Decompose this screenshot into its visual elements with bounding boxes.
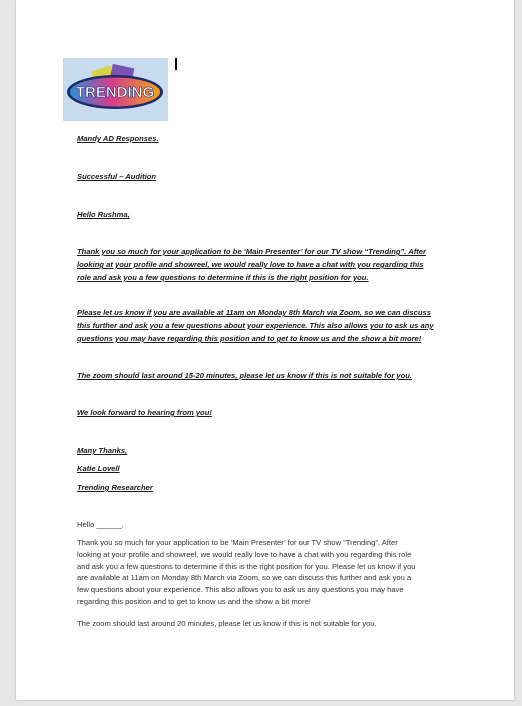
- document-heading: Mandy AD Responses.: [77, 134, 159, 143]
- paragraph-2: [77, 306, 434, 345]
- text-line: and ask you a few questions to determine if this is the right position for you. Please let us know if you: [77, 561, 416, 571]
- document-page: [16, 0, 514, 700]
- signer-name: Katie Lovell: [77, 464, 120, 473]
- text-line: Thank you so much for your application to be ‘Main Presenter’ for our TV show “Trending”. After: [77, 538, 398, 547]
- text-line: looking at your profile and showreel, we would really love to have a chat with you regarding this: [77, 260, 424, 269]
- closing-line: The zoom should last around 20 minutes, please let us know if this is not suitable for you.: [77, 619, 377, 628]
- trending-logo: [63, 58, 168, 121]
- text-line: role and ask you a few questions to determine if this is the right position for you.: [77, 273, 369, 282]
- greeting-underlined: Hello Rushma,: [77, 210, 130, 219]
- text-line: Please let us know if you are available at 11am on Monday 8th March via Zoom, so we can discuss: [77, 308, 431, 317]
- body-paragraph: [77, 537, 482, 608]
- paragraph-3: The zoom should last around 15-20 minutes, please let us know if this is not suitable for you.: [77, 371, 413, 380]
- document-subheading: Successful – Audition: [77, 172, 157, 181]
- text-line: questions you may have regarding this position and to get to know us and the show a bit more!: [77, 334, 422, 343]
- signoff: Many Thanks,: [77, 446, 128, 455]
- text-line: few questions about your experience. This also allows you to ask us any questions you may have: [77, 585, 404, 595]
- paragraph-4: We look forward to hearing from you!: [77, 408, 212, 417]
- text-cursor: [175, 58, 177, 70]
- text-line: this further and ask you a few questions about your experience. This also allows you to ask us any: [77, 321, 434, 330]
- text-line: looking at your profile and showreel, we would really love to have a chat with you regarding this role: [77, 549, 412, 559]
- greeting-plain: Hello ______,: [77, 520, 124, 529]
- logo-text: TRENDING: [75, 84, 155, 101]
- signer-role: Trending Researcher: [77, 483, 153, 492]
- text-line: are available at 11am on Monday 8th March via Zoom, so we can discuss this further and ask you a: [77, 573, 412, 583]
- paragraph-1: [77, 245, 426, 284]
- text-line: regarding this position and to get to know us and the show a bit more!: [77, 596, 311, 606]
- text-line: Thank you so much for your application to be ‘Main Presenter’ for our TV show “Trending”. After: [77, 247, 426, 256]
